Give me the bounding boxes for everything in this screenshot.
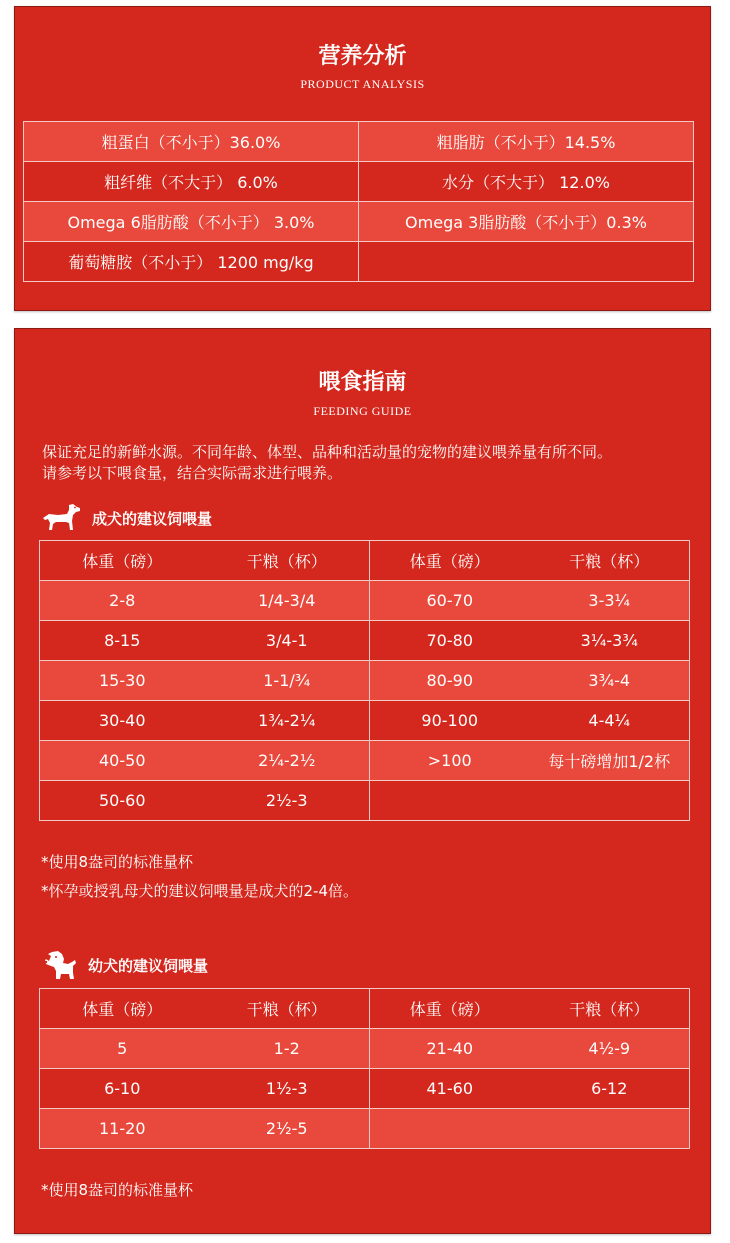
food-cell: 2½-5 bbox=[265, 1119, 308, 1138]
table-row bbox=[40, 1069, 690, 1109]
food-cell: 4½-9 bbox=[588, 1039, 631, 1058]
food-cell: 1/4-3/4 bbox=[258, 591, 316, 610]
puppy-icon bbox=[42, 949, 78, 981]
puppy-feeding-table bbox=[39, 988, 690, 1149]
puppy-section-heading bbox=[42, 950, 208, 980]
table-header-row bbox=[40, 989, 690, 1029]
adult-section-heading bbox=[42, 503, 212, 533]
weight-cell: 8-15 bbox=[104, 631, 141, 650]
adult-feeding-table bbox=[39, 540, 690, 821]
food-cell: 6-12 bbox=[591, 1079, 628, 1098]
table-cell: 粗纤维（不大于） 6.0% bbox=[24, 162, 359, 202]
section-title: 营养分析 bbox=[318, 44, 407, 69]
food-cell: 3/4-1 bbox=[265, 631, 308, 650]
weight-cell: 5 bbox=[117, 1039, 128, 1058]
header-food: 干粮（杯） bbox=[569, 1000, 650, 1019]
weight-cell: 41-60 bbox=[426, 1079, 473, 1098]
food-cell: 3-3¼ bbox=[588, 591, 631, 610]
weight-cell: 80-90 bbox=[426, 671, 473, 690]
food-cell: 1½-3 bbox=[265, 1079, 308, 1098]
weight-cell: 6-10 bbox=[104, 1079, 141, 1098]
table-row bbox=[40, 661, 690, 701]
table-cell: 水分（不大于） 12.0% bbox=[359, 162, 694, 202]
weight-cell: 40-50 bbox=[99, 751, 146, 770]
intro-line: 保证充足的新鲜水源。不同年龄、体型、品种和活动量的宠物的建议喂养量有所不同。 bbox=[42, 443, 613, 461]
note-text: *使用8盎司的标准量杯 bbox=[41, 853, 194, 871]
table-cell: 葡萄糖胺（不小于） 1200 mg/kg bbox=[24, 242, 359, 282]
table-row bbox=[40, 621, 690, 661]
section-subtitle: PRODUCT ANALYSIS bbox=[300, 77, 425, 91]
table-header-row bbox=[40, 541, 690, 581]
weight-cell: 11-20 bbox=[99, 1119, 146, 1138]
table-row bbox=[40, 741, 690, 781]
product-analysis-panel bbox=[14, 6, 711, 311]
food-cell: 3¾-4 bbox=[588, 671, 631, 690]
header-food: 干粮（杯） bbox=[246, 1000, 327, 1019]
section-subtitle: FEEDING GUIDE bbox=[313, 404, 412, 418]
weight-cell: 60-70 bbox=[426, 591, 473, 610]
header-weight: 体重（磅） bbox=[82, 1000, 163, 1019]
note-text: *使用8盎司的标准量杯 bbox=[41, 1181, 194, 1199]
food-cell: 2½-3 bbox=[265, 791, 308, 810]
intro-text bbox=[42, 442, 702, 484]
note-text: *怀孕或授乳母犬的建议饲喂量是成犬的2-4倍。 bbox=[41, 882, 359, 900]
header-weight: 体重（磅） bbox=[409, 1000, 490, 1019]
weight-cell: >100 bbox=[427, 751, 472, 770]
table-row bbox=[40, 1029, 690, 1069]
nutrition-table bbox=[23, 121, 694, 282]
weight-cell: 2-8 bbox=[109, 591, 136, 610]
weight-cell: 70-80 bbox=[426, 631, 473, 650]
table-row bbox=[40, 781, 690, 821]
weight-cell: 30-40 bbox=[99, 711, 146, 730]
header-food: 干粮（杯） bbox=[569, 552, 650, 571]
adult-section-label: 成犬的建议饲喂量 bbox=[92, 509, 213, 528]
section-title: 喂食指南 bbox=[318, 370, 407, 395]
intro-line: 请参考以下喂食量，结合实际需求进行喂养。 bbox=[42, 464, 343, 482]
table-cell: 粗脂肪（不小于）14.5% bbox=[359, 122, 694, 162]
table-row bbox=[40, 1109, 690, 1149]
table-row bbox=[40, 581, 690, 621]
table-cell bbox=[359, 242, 694, 282]
table-cell: Omega 6脂肪酸（不小于） 3.0% bbox=[24, 202, 359, 242]
feeding-guide-panel bbox=[14, 328, 711, 1234]
food-cell: 1¾-2¼ bbox=[258, 711, 316, 730]
header-food: 干粮（杯） bbox=[246, 552, 327, 571]
weight-cell: 90-100 bbox=[421, 711, 479, 730]
table-cell: Omega 3脂肪酸（不小于）0.3% bbox=[359, 202, 694, 242]
puppy-section-label: 幼犬的建议饲喂量 bbox=[88, 956, 209, 975]
food-cell: 4-4¼ bbox=[588, 711, 631, 730]
table-row bbox=[24, 162, 694, 202]
weight-cell: 50-60 bbox=[99, 791, 146, 810]
table-row bbox=[24, 242, 694, 282]
table-row bbox=[24, 202, 694, 242]
table-row bbox=[24, 122, 694, 162]
adult-dog-icon bbox=[42, 503, 82, 533]
food-cell: 1-2 bbox=[273, 1039, 300, 1058]
weight-cell: 21-40 bbox=[426, 1039, 473, 1058]
header-weight: 体重（磅） bbox=[409, 552, 490, 571]
food-cell: 3¼-3¾ bbox=[580, 631, 638, 650]
header-weight: 体重（磅） bbox=[82, 552, 163, 571]
food-cell: 1-1/¾ bbox=[263, 671, 311, 690]
food-cell: 每十磅增加1/2杯 bbox=[548, 752, 671, 771]
table-cell: 粗蛋白（不小于）36.0% bbox=[24, 122, 359, 162]
table-row bbox=[40, 701, 690, 741]
weight-cell: 15-30 bbox=[99, 671, 146, 690]
food-cell: 2¼-2½ bbox=[258, 751, 316, 770]
